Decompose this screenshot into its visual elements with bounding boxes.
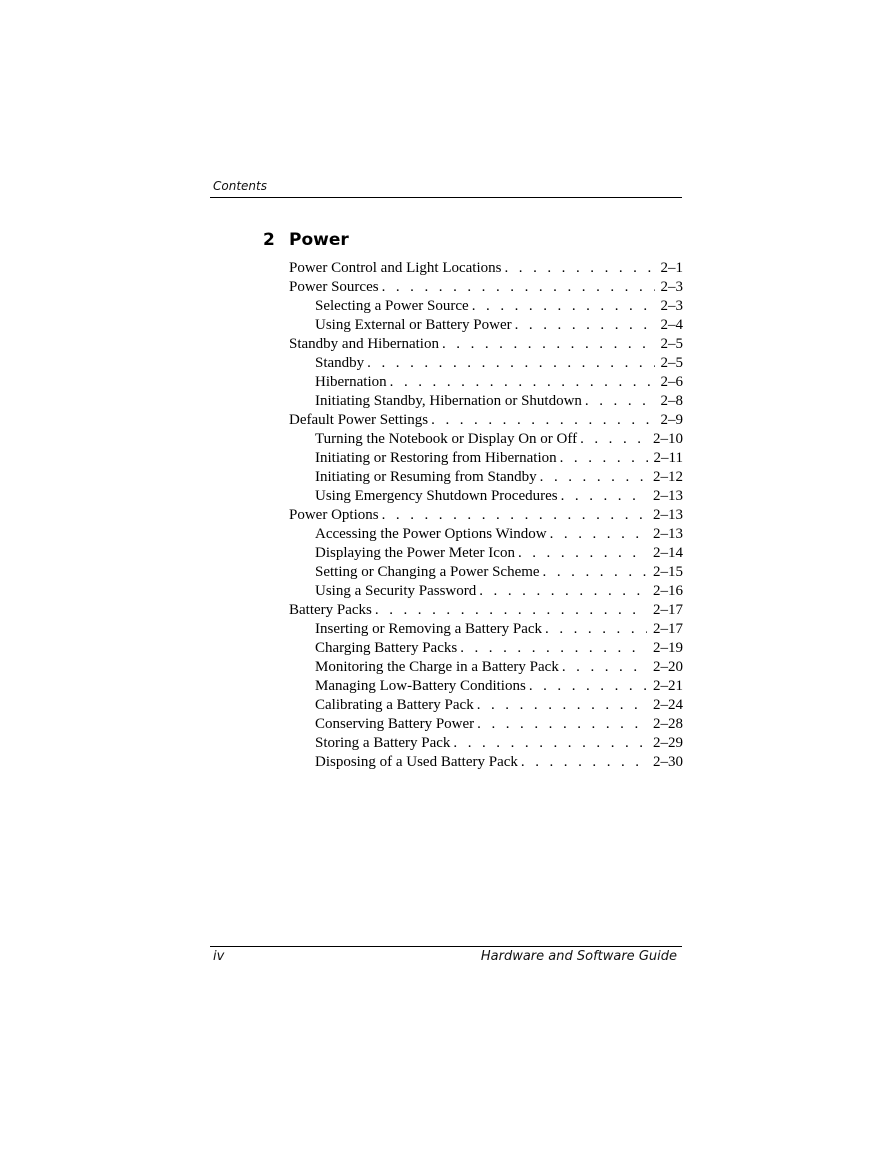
toc-entry-page: 2–9	[660, 412, 683, 428]
toc-entry-page: 2–6	[660, 374, 683, 390]
toc-subentry[interactable]	[289, 715, 683, 734]
toc-subentry[interactable]	[289, 392, 683, 411]
toc-entry-page: 2–3	[660, 279, 683, 295]
dot-leader	[504, 259, 654, 278]
toc-entry-title: Power Control and Light Locations	[289, 260, 502, 276]
toc-entry-page: 2–13	[653, 526, 683, 542]
toc-entry[interactable]	[289, 411, 683, 430]
dot-leader	[477, 715, 647, 734]
dot-leader	[540, 468, 647, 487]
toc-entry-page: 2–11	[653, 450, 683, 466]
footer-rule	[210, 946, 682, 947]
dot-leader	[543, 563, 647, 582]
dot-leader	[390, 373, 655, 392]
toc-subentry[interactable]	[289, 373, 683, 392]
dot-leader	[580, 430, 647, 449]
toc-entry-title: Hibernation	[315, 374, 387, 390]
toc-entry[interactable]	[289, 601, 683, 620]
toc-entry-title: Battery Packs	[289, 602, 372, 618]
toc-entry-title: Initiating or Restoring from Hibernation	[315, 450, 557, 466]
dot-leader	[453, 734, 647, 753]
toc-entry-title: Accessing the Power Options Window	[315, 526, 547, 542]
dot-leader	[521, 753, 647, 772]
toc-entry-title: Initiating Standby, Hibernation or Shutdown	[315, 393, 582, 409]
toc-entry-page: 2–5	[660, 336, 683, 352]
toc-entry-title: Monitoring the Charge in a Battery Pack	[315, 659, 559, 675]
dot-leader	[382, 278, 655, 297]
toc-entry-page: 2–28	[653, 716, 683, 732]
dot-leader	[479, 582, 647, 601]
chapter-number: 2	[263, 230, 275, 250]
header-running-title: Contents	[213, 179, 267, 193]
toc-subentry[interactable]	[289, 563, 683, 582]
toc-entry-title: Standby	[315, 355, 365, 371]
toc-subentry[interactable]	[289, 734, 683, 753]
dot-leader	[518, 544, 647, 563]
toc-entry-title: Power Sources	[289, 279, 379, 295]
toc-entry[interactable]	[289, 278, 683, 297]
dot-leader	[472, 297, 655, 316]
toc-entry-page: 2–10	[653, 431, 683, 447]
toc-subentry[interactable]	[289, 544, 683, 563]
dot-leader	[515, 316, 655, 335]
toc-entry-title: Storing a Battery Pack	[315, 735, 451, 751]
footer-page-number: iv	[213, 949, 225, 964]
toc-subentry[interactable]	[289, 658, 683, 677]
toc-entry-page: 2–21	[653, 678, 683, 694]
dot-leader	[431, 411, 654, 430]
toc-subentry[interactable]	[289, 487, 683, 506]
toc-entry-title: Default Power Settings	[289, 412, 429, 428]
toc-entry-page: 2–14	[653, 545, 683, 561]
toc-entry-title: Using External or Battery Power	[315, 317, 512, 333]
toc-entry-title: Displaying the Power Meter Icon	[315, 545, 515, 561]
toc-subentry[interactable]	[289, 525, 683, 544]
dot-leader	[367, 354, 654, 373]
header-rule	[210, 197, 682, 198]
toc-subentry[interactable]	[289, 696, 683, 715]
dot-leader	[375, 601, 647, 620]
toc-entry[interactable]	[289, 259, 683, 278]
toc-entry-page: 2–17	[653, 602, 683, 618]
toc-entry-page: 2–8	[660, 393, 683, 409]
toc-entry-title: Conserving Battery Power	[315, 716, 475, 732]
table-of-contents	[289, 259, 683, 772]
footer-book-title: Hardware and Software Guide	[480, 949, 677, 964]
toc-entry-page: 2–16	[653, 583, 683, 599]
toc-entry-title: Selecting a Power Source	[315, 298, 469, 314]
toc-entry-title: Inserting or Removing a Battery Pack	[315, 621, 543, 637]
toc-entry-page: 2–12	[653, 469, 683, 485]
toc-subentry[interactable]	[289, 449, 683, 468]
dot-leader	[585, 392, 655, 411]
dot-leader	[460, 639, 647, 658]
dot-leader	[545, 620, 647, 639]
toc-entry-page: 2–24	[653, 697, 683, 713]
toc-entry-page: 2–13	[653, 507, 683, 523]
toc-entry-page: 2–20	[653, 659, 683, 675]
toc-entry-page: 2–5	[660, 355, 683, 371]
toc-entry-page: 2–17	[653, 621, 683, 637]
toc-entry-title: Charging Battery Packs	[315, 640, 458, 656]
toc-entry-page: 2–15	[653, 564, 683, 580]
toc-entry-title: Standby and Hibernation	[289, 336, 439, 352]
dot-leader	[561, 487, 647, 506]
toc-entry-page: 2–1	[660, 260, 683, 276]
toc-entry-title: Managing Low-Battery Conditions	[315, 678, 526, 694]
toc-subentry[interactable]	[289, 639, 683, 658]
dot-leader	[562, 658, 647, 677]
toc-entry-title: Using a Security Password	[315, 583, 477, 599]
toc-subentry[interactable]	[289, 753, 683, 772]
toc-entry-page: 2–13	[653, 488, 683, 504]
toc-subentry[interactable]	[289, 620, 683, 639]
toc-entry-title: Setting or Changing a Power Scheme	[315, 564, 540, 580]
chapter-heading	[263, 230, 349, 250]
toc-subentry[interactable]	[289, 297, 683, 316]
toc-subentry[interactable]	[289, 468, 683, 487]
dot-leader	[560, 449, 648, 468]
toc-entry-title: Calibrating a Battery Pack	[315, 697, 474, 713]
toc-entry-title: Initiating or Resuming from Standby	[315, 469, 537, 485]
toc-entry-page: 2–4	[660, 317, 683, 333]
dot-leader	[550, 525, 647, 544]
toc-entry-title: Disposing of a Used Battery Pack	[315, 754, 518, 770]
toc-entry-page: 2–29	[653, 735, 683, 751]
dot-leader	[529, 677, 647, 696]
toc-entry-title: Turning the Notebook or Display On or Off	[315, 431, 578, 447]
toc-entry-page: 2–3	[660, 298, 683, 314]
chapter-title: Power	[289, 230, 349, 250]
toc-subentry[interactable]	[289, 430, 683, 449]
toc-entry[interactable]	[289, 335, 683, 354]
toc-entry-title: Power Options	[289, 507, 379, 523]
toc-subentry[interactable]	[289, 354, 683, 373]
dot-leader	[382, 506, 647, 525]
toc-entry-title: Using Emergency Shutdown Procedures	[315, 488, 558, 504]
toc-subentry[interactable]	[289, 582, 683, 601]
toc-entry-page: 2–30	[653, 754, 683, 770]
toc-entry-page: 2–19	[653, 640, 683, 656]
dot-leader	[442, 335, 655, 354]
toc-entry[interactable]	[289, 506, 683, 525]
toc-subentry[interactable]	[289, 677, 683, 696]
dot-leader	[477, 696, 647, 715]
toc-subentry[interactable]	[289, 316, 683, 335]
